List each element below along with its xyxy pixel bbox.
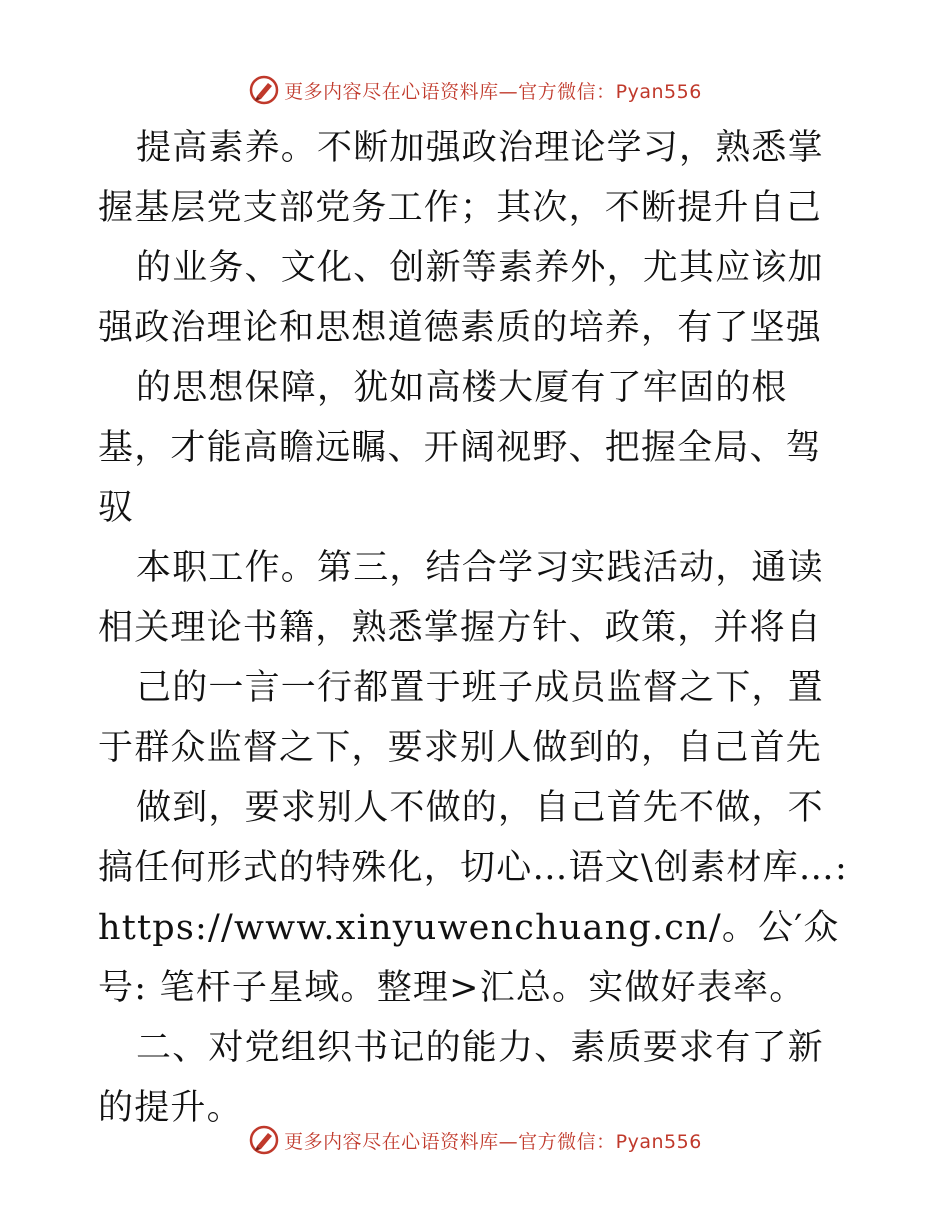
paragraph: 己的一言一行都置于班子成员监督之下，置于群众监督之下，要求别人做到的，自己首先 — [98, 668, 824, 768]
pen-logo-icon — [248, 74, 280, 106]
paragraph: 的思想保障，犹如高楼大厦有了牢固的根基，才能高瞻远瞩、开阔视野、把握全局、驾驭 — [98, 368, 823, 528]
document-body — [98, 118, 858, 1138]
pen-logo-icon — [248, 1124, 280, 1156]
paragraph: 的业务、文化、创新等素养外，尤其应该加强政治理论和思想道德素质的培养，有了坚强 — [98, 248, 824, 348]
paragraph: 提高素养。不断加强政治理论学习，熟悉掌握基层党支部党务工作；其次，不断提升自己 — [98, 128, 824, 228]
paragraph: 二、对党组织书记的能力、素质要求有了新的提升。 — [98, 1028, 824, 1128]
header-banner — [0, 70, 950, 110]
paragraph: 本职工作。第三，结合学习实践活动，通读相关理论书籍，熟悉掌握方针、政策，并将自 — [98, 548, 824, 648]
paragraph: 做到，要求别人不做的，自己首先不做，不搞任何形式的特殊化，切心…语文\创素材库…: https://www.xinyuwenchuang.cn/。公′众号: 笔杆子星域。整理>汇总。实做好表率。 — [98, 788, 848, 1008]
footer-banner — [0, 1120, 950, 1160]
footer-banner-text: 更多内容尽在心语资料库—官方微信：Pyan556 — [284, 1130, 702, 1153]
header-banner-text: 更多内容尽在心语资料库—官方微信：Pyan556 — [284, 80, 702, 103]
